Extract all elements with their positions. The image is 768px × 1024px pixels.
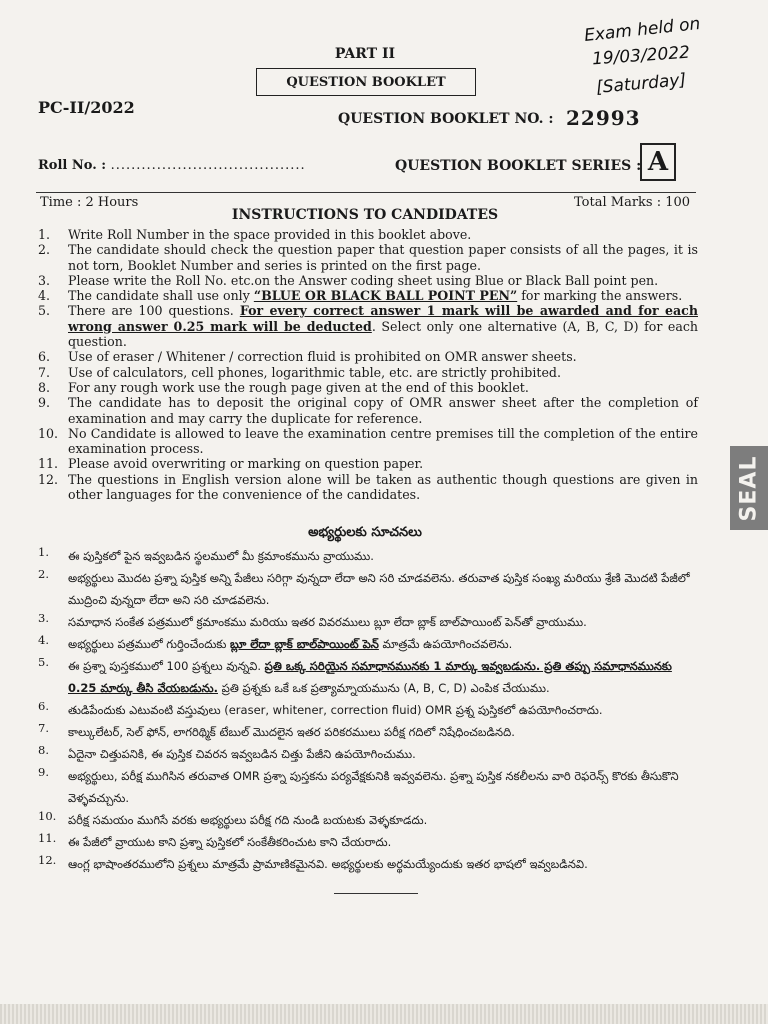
telugu-instruction-item: 11. ఈ పేజీలో వ్రాయుట కాని ప్రశ్నా పుస్తికలో సంకేతీకరించుట కాని చేయరాదు.	[38, 831, 392, 849]
booklet-number-label: QUESTION BOOKLET NO. :	[338, 111, 554, 127]
instruction-item: 5. There are 100 questions. For every correct answer 1 mark will be awarded and for each wrong answer 0.25 mark will be deducted. Select only one alternative (A, B, C, D) for each question.	[38, 303, 698, 350]
paper-code: PC-II/2022	[38, 98, 135, 117]
instruction-item: 10. No Candidate is allowed to leave the examination centre premises till the completion of the entire examination process.	[38, 425, 698, 457]
seal-tab	[730, 446, 768, 530]
instruction-item: 4. The candidate shall use only “BLUE OR BLACK BALL POINT PEN” for marking the answers.	[38, 288, 683, 304]
telugu-instruction-item: 12. ఆంగ్ల భాషాంతరములోని ప్రశ్నలు మాత్రమే ప్రామాణికమైనవి. అభ్యర్థులకు అర్థమయ్యేందుకు ఇతర భాషలో ఇవ్వబడినవి.	[38, 853, 588, 871]
telugu-instruction-item: 8. ఏదైనా చిత్తుపనికి, ఈ పుస్తిక చివరన ఇవ్వబడిన చిత్తు పేజీని ఉపయోగించుము.	[38, 743, 416, 761]
instruction-item: 7. Use of calculators, cell phones, logarithmic table, etc. are strictly prohibited.	[38, 364, 561, 380]
scan-edge	[0, 1004, 768, 1024]
booklet-number: 22993	[566, 106, 641, 130]
instruction-item: 1. Write Roll Number in the space provided in this booklet above.	[38, 227, 472, 242]
booklet-label-box	[256, 68, 476, 96]
exam-time: Time : 2 Hours	[40, 195, 139, 210]
instruction-item: 9. The candidate has to deposit the original copy of OMR answer sheet after the completion of examination and may carry the duplicate for reference.	[38, 395, 698, 426]
telugu-instruction-item: 10. పరీక్ష సమయం ముగిసే వరకు అభ్యర్థులు పరీక్ష గది నుండి బయటకు వెళ్ళకూడదు.	[38, 809, 428, 827]
telugu-instruction-item: 4. అభ్యర్థులు పత్రములో గుర్తించేందుకు బ్లూ లేదా బ్లాక్ బాల్‌పాయింట్ పెన్ మాత్రమే ఉపయోగించవలెను.	[38, 633, 513, 651]
end-rule	[334, 893, 418, 894]
telugu-instructions	[38, 545, 700, 875]
booklet-label: QUESTION BOOKLET	[286, 74, 446, 90]
telugu-instruction-item: 5. ఈ ప్రశ్నా పుస్తకములో 100 ప్రశ్నలు వున్నవి. ప్రతి ఒక్క సరియైన సమాధానమునకు 1 మార్కు ఇవ్వబడును. ప్రతి తప్పు సమాధానమునకు 0.25 మార్కు తీసి వేయబడును. ప్రతి ప్రశ్నకు ఒకే ఒక ప్రత్యామ్నాయమును (A, B, C, D) ఎంపిక చేయుము.	[38, 655, 672, 695]
telugu-instruction-item: 1. ఈ పుస్తికలో పైన ఇవ్వబడిన స్థలములో మీ క్రమాంకమును వ్రాయుము.	[38, 545, 374, 563]
seal-label: SEAL	[736, 455, 762, 521]
roll-number-label: Roll No. :	[38, 158, 107, 173]
telugu-instruction-item: 6. తుడిపేందుకు ఎటువంటి వస్తువులు (eraser, whitener, correction fluid) OMR ప్రశ్న పుస్తికలో ఉపయోగించరాదు.	[38, 699, 603, 717]
instruction-item: 3. Please write the Roll No. etc.on the Answer coding sheet using Blue or Black Ball point pen.	[38, 272, 659, 288]
handwritten-note-line-1: Exam held on	[583, 13, 702, 47]
booklet-series-box	[640, 143, 676, 181]
telugu-instruction-item: 9. అభ్యర్థులు, పరీక్ష ముగిసిన తరువాత OMR ప్రశ్నా పుస్తకను పర్యవేక్షకునికి ఇవ్వవలెను. ప్రశ్నా పుస్తిక నకలీలను వారి రెఫరెన్స్ కొరకు తీసుకొని వెళ్ళవచ్చును.	[38, 765, 679, 805]
roll-number-field	[38, 158, 306, 173]
telugu-instruction-item: 7. కాల్కులేటర్, సెల్ ఫోన్, లాగరిథ్మిక్ టేబుల్ మొదలైన ఇతర పరికరములు పరీక్ష గదిలో నిషేధించబడినది.	[38, 721, 515, 739]
instructions-title: INSTRUCTIONS TO CANDIDATES	[231, 207, 499, 223]
marking-scheme-emphasis: For every correct answer 1 mark will be awarded and for each wrong answer 0.25 mark will be deducted	[68, 303, 698, 334]
pen-requirement-emphasis: “BLUE OR BLACK BALL POINT PEN”	[253, 288, 518, 304]
telugu-instruction-item: 3. సమాధాన సంకేత పత్రములో క్రమాంకము మరియు ఇతర వివరములు బ్లూ లేదా బ్లాక్ బాల్‌పాయింట్ పెన్‌తో వ్రాయుము.	[38, 611, 587, 629]
booklet-series: A	[647, 147, 669, 177]
handwritten-note-date: 19/03/2022	[591, 42, 691, 70]
header-divider	[36, 192, 696, 193]
instruction-item: 2. The candidate should check the question paper that question paper consists of all the pages, it is not torn, Booklet Number and series is printed on the first page.	[38, 242, 698, 273]
instruction-item: 8. For any rough work use the rough page given at the end of this booklet.	[38, 379, 529, 395]
telugu-instructions-title: అభ్యర్థులకు సూచనలు	[308, 525, 422, 540]
english-instructions	[38, 227, 698, 502]
part-heading: PART II	[334, 46, 396, 62]
telugu-instruction-item: 2. అభ్యర్థులు మొదట ప్రశ్నా పుస్తిక అన్ని పేజీలు సరిగ్గా వున్నదా లేదా అని సరి చూడవలెను. తరువాత పుస్తిక సంఖ్య మరియు శ్రేణి మొదటి పేజీలో ముద్రించి వున్నదా లేదా అని సరి చూడవలెను.	[38, 567, 690, 607]
instruction-item: 6. Use of eraser / Whitener / correction fluid is prohibited on OMR answer sheets.	[38, 349, 577, 365]
telugu-marking-emphasis: ప్రతి ఒక్క సరియైన సమాధానమునకు 1 మార్కు ఇవ్వబడును. ప్రతి తప్పు సమాధానమునకు 0.25 మార్కు తీసి వేయబడును.	[68, 659, 672, 695]
instruction-item: 12. The questions in English version alone will be taken as authentic though questions are given in other languages for the convenience of the candidates.	[38, 471, 698, 503]
booklet-series-label: QUESTION BOOKLET SERIES :	[395, 158, 642, 174]
total-marks: Total Marks : 100	[574, 195, 691, 210]
instruction-item: 11. Please avoid overwriting or marking on question paper.	[38, 456, 424, 472]
roll-number-blank: ......................................	[110, 158, 306, 173]
handwritten-note-day: [Saturday]	[595, 70, 687, 98]
telugu-pen-emphasis: బ్లూ లేదా బ్లాక్ బాల్‌పాయింట్ పెన్	[229, 637, 379, 651]
